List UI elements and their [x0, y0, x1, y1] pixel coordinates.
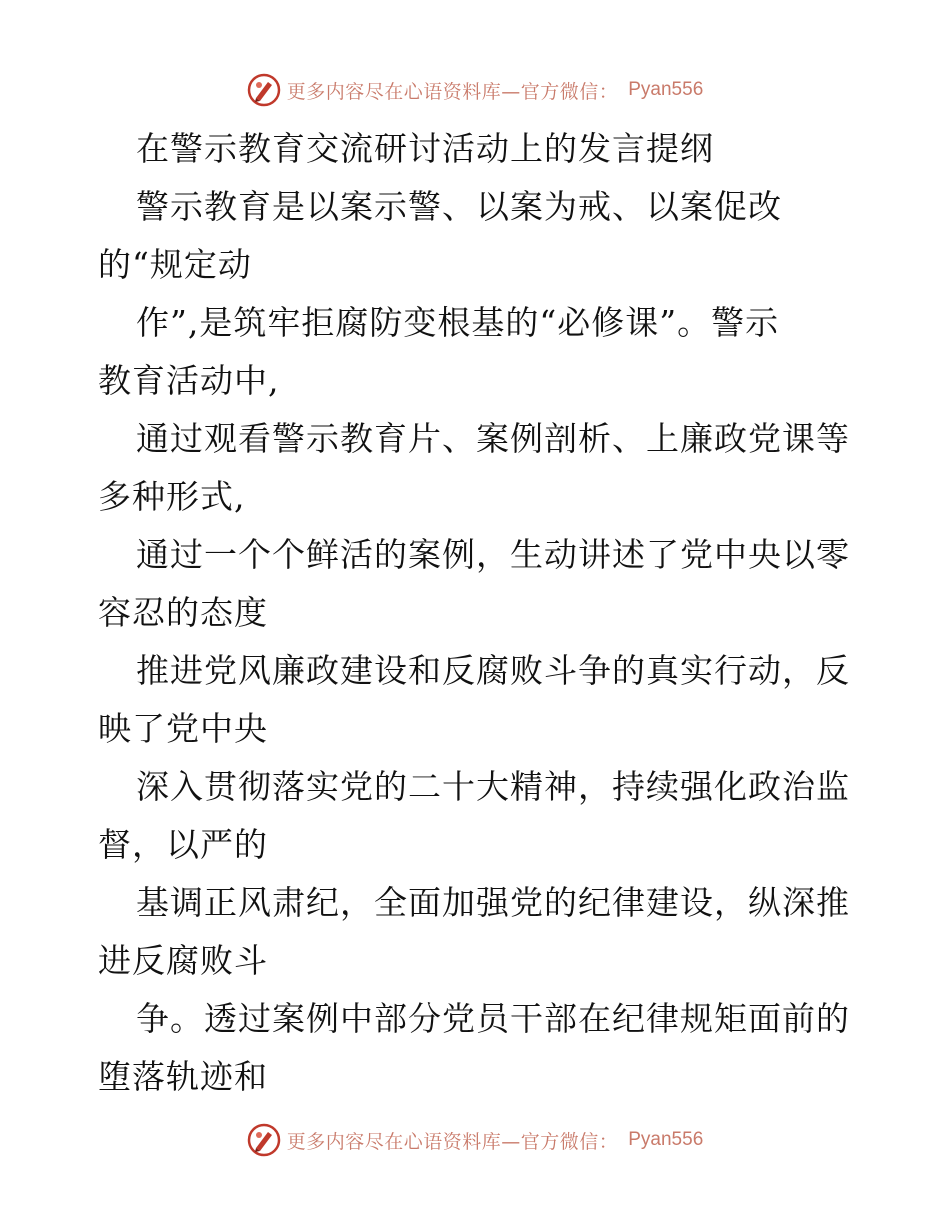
- watermark-wechat-id: Pyan556: [628, 79, 704, 100]
- text-line: 映了党中央: [98, 709, 268, 748]
- text-line: 推进党风廉政建设和反腐败斗争的真实行动，反: [136, 651, 850, 690]
- footer-watermark: [0, 1120, 950, 1160]
- watermark-text: 更多内容尽在心语资料库—官方微信：: [286, 1130, 619, 1153]
- text-line: 作”,是筑牢拒腐防变根基的“必修课”。警示: [136, 303, 780, 342]
- document-body: [98, 120, 858, 1106]
- watermark-text: 更多内容尽在心语资料库—官方微信：: [286, 80, 619, 103]
- pen-logo-icon: [247, 1123, 281, 1157]
- text-line: 基调正风肃纪，全面加强党的纪律建设，纵深推: [136, 883, 850, 922]
- text-line: 教育活动中,: [98, 361, 280, 400]
- text-line: 争。透过案例中部分党员干部在纪律规矩面前的: [136, 999, 850, 1038]
- header-watermark: [0, 70, 950, 110]
- pen-logo-icon: [247, 73, 281, 107]
- text-line: 深入贯彻落实党的二十大精神，持续强化政治监: [136, 767, 850, 806]
- watermark-wechat-id: Pyan556: [628, 1129, 704, 1150]
- text-line: 警示教育是以案示警、以案为戒、以案促改: [136, 187, 782, 226]
- text-line: 通过一个个鲜活的案例，生动讲述了党中央以零: [136, 535, 850, 574]
- document-title: 在警示教育交流研讨活动上的发言提纲: [136, 129, 714, 168]
- text-line: 督，以严的: [98, 825, 268, 864]
- text-line: 容忍的态度: [98, 593, 268, 632]
- text-line: 进反腐败斗: [98, 941, 268, 980]
- text-line: 的“规定动: [98, 245, 252, 284]
- text-line: 堕落轨迹和: [98, 1057, 268, 1096]
- text-line: 通过观看警示教育片、案例剖析、上廉政党课等: [136, 419, 850, 458]
- text-line: 多种形式,: [98, 477, 246, 516]
